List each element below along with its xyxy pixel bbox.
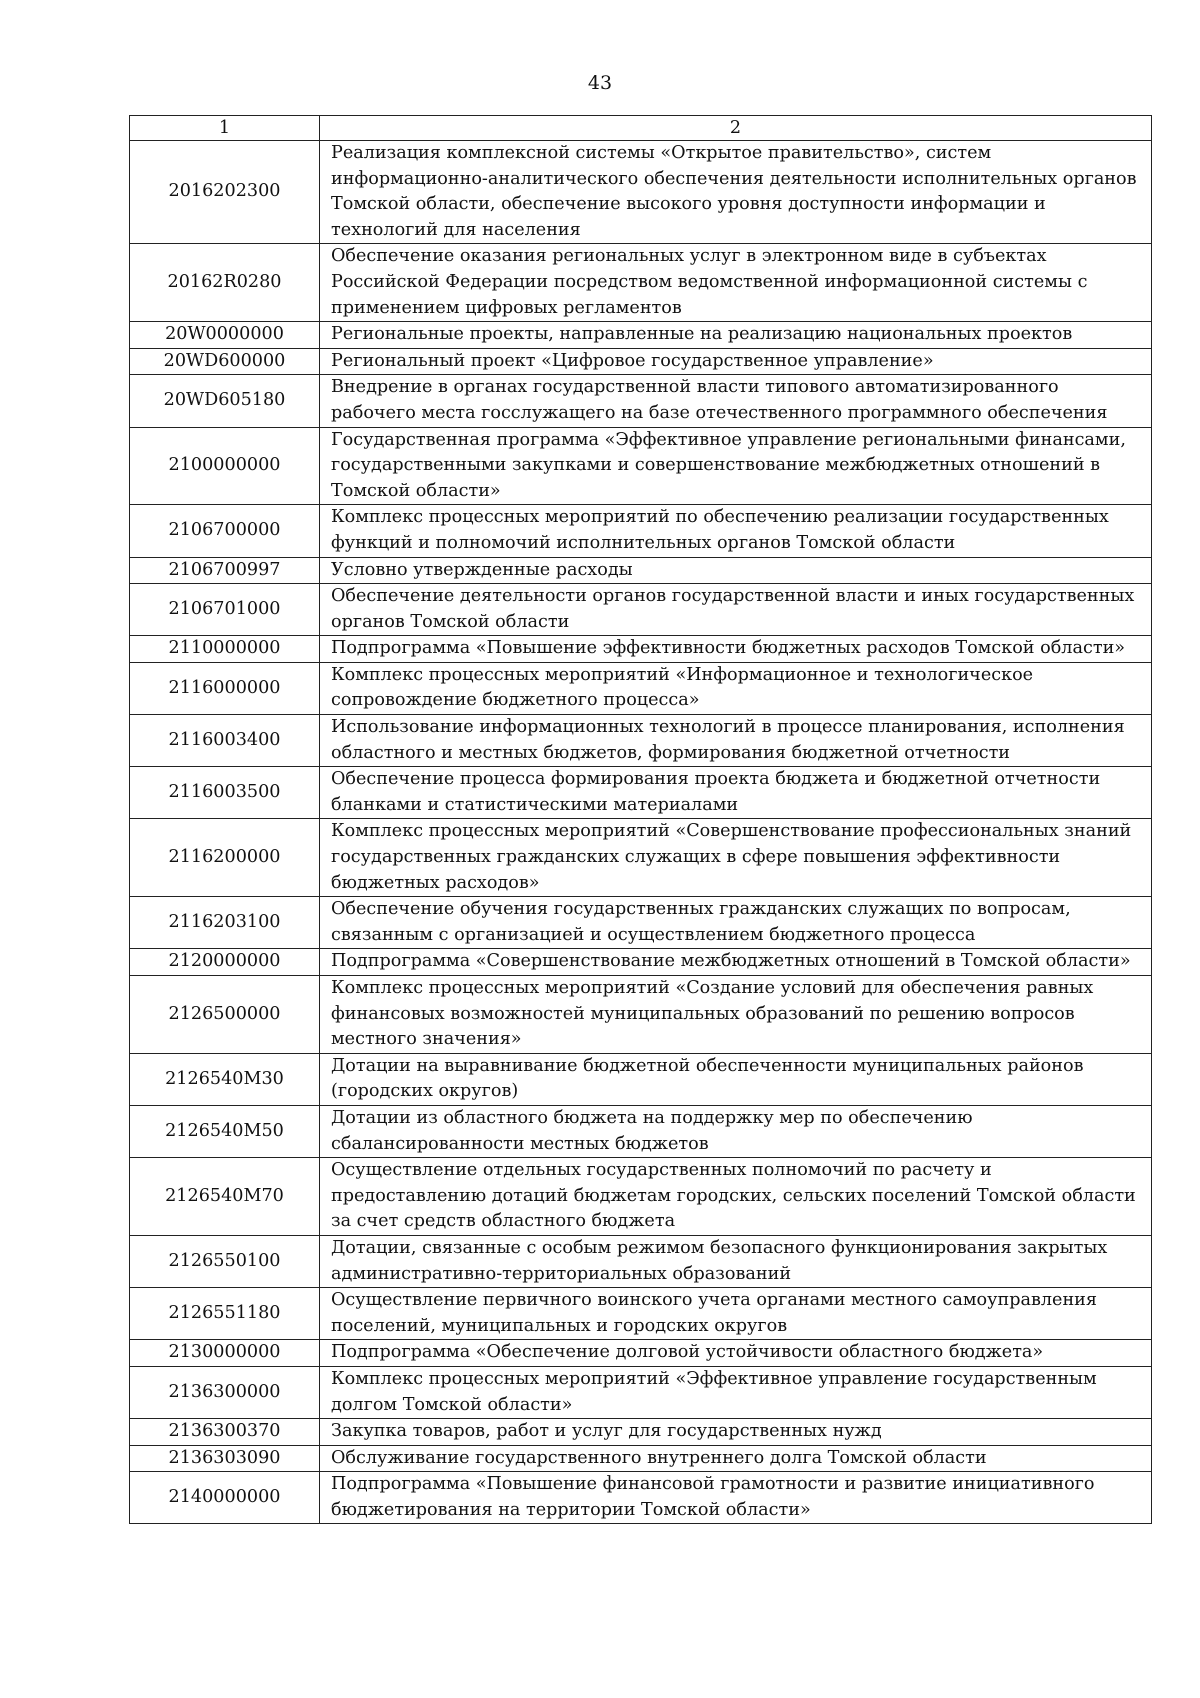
row-description: Комплекс процессных мероприятий «Информационное и технологическое сопровождение бюджетного процесса» xyxy=(320,662,1152,714)
column-header-1: 1 xyxy=(130,116,320,141)
row-description: Государственная программа «Эффективное управление региональными финансами, государственными закупками и совершенствование межбюджетных отношений в Томской области» xyxy=(320,427,1152,505)
row-code: 2116200000 xyxy=(130,819,320,897)
row-code: 2126500000 xyxy=(130,976,320,1054)
row-code: 2136300370 xyxy=(130,1419,320,1446)
row-description: Комплекс процессных мероприятий «Эффективное управление государственным долгом Томской области» xyxy=(320,1366,1152,1418)
table-row xyxy=(130,1340,1152,1367)
row-description: Подпрограмма «Обеспечение долговой устойчивости областного бюджета» xyxy=(320,1340,1152,1367)
row-description: Дотации на выравнивание бюджетной обеспеченности муниципальных районов (городских округов) xyxy=(320,1053,1152,1105)
row-code: 2110000000 xyxy=(130,636,320,663)
table-row xyxy=(130,584,1152,636)
row-description: Обеспечение процесса формирования проекта бюджета и бюджетной отчетности бланками и статистическими материалами xyxy=(320,767,1152,819)
row-code: 2126550100 xyxy=(130,1235,320,1287)
row-code: 20W0000000 xyxy=(130,322,320,349)
row-code: 2130000000 xyxy=(130,1340,320,1367)
row-code: 20WD600000 xyxy=(130,348,320,375)
row-code: 2106700000 xyxy=(130,505,320,557)
column-header-2: 2 xyxy=(320,116,1152,141)
table-row xyxy=(130,505,1152,557)
row-description: Обеспечение деятельности органов государственной власти и иных государственных органов Томской области xyxy=(320,584,1152,636)
row-code: 2116003400 xyxy=(130,715,320,767)
row-code: 2126540M50 xyxy=(130,1105,320,1157)
row-description: Использование информационных технологий в процессе планирования, исполнения областного и местных бюджетов, формирования бюджетной отчетности xyxy=(320,715,1152,767)
row-code: 2126540M70 xyxy=(130,1158,320,1236)
row-description: Подпрограмма «Повышение эффективности бюджетных расходов Томской области» xyxy=(320,636,1152,663)
table-row xyxy=(130,1235,1152,1287)
row-description: Обеспечение оказания региональных услуг в электронном виде в субъектах Российской Федерации посредством ведомственной информационной системы с применением цифровых регламентов xyxy=(320,244,1152,322)
row-code: 2116203100 xyxy=(130,897,320,949)
table-row xyxy=(130,1105,1152,1157)
row-code: 2106700997 xyxy=(130,557,320,584)
row-description: Осуществление первичного воинского учета органами местного самоуправления поселений, муниципальных и городских округов xyxy=(320,1288,1152,1340)
row-code: 2016202300 xyxy=(130,141,320,244)
table-row xyxy=(130,244,1152,322)
row-description: Осуществление отдельных государственных полномочий по расчету и предоставлению дотаций бюджетам городских, сельских поселений Томской области за счет средств областного бюджета xyxy=(320,1158,1152,1236)
table-header-row xyxy=(130,116,1152,141)
row-code: 2136300000 xyxy=(130,1366,320,1418)
table-body xyxy=(130,141,1152,1524)
row-description: Региональный проект «Цифровое государственное управление» xyxy=(320,348,1152,375)
row-description: Условно утвержденные расходы xyxy=(320,557,1152,584)
table-row xyxy=(130,141,1152,244)
budget-classification-table xyxy=(129,115,1152,1524)
row-description: Комплекс процессных мероприятий «Совершенствование профессиональных знаний государственных гражданских служащих в сфере повышения эффективности бюджетных расходов» xyxy=(320,819,1152,897)
row-code: 2136303090 xyxy=(130,1445,320,1472)
row-description: Подпрограмма «Повышение финансовой грамотности и развитие инициативного бюджетирования на территории Томской области» xyxy=(320,1472,1152,1524)
row-code: 20WD605180 xyxy=(130,375,320,427)
row-code: 2120000000 xyxy=(130,949,320,976)
row-code: 2126551180 xyxy=(130,1288,320,1340)
table-row xyxy=(130,1419,1152,1446)
table-row xyxy=(130,557,1152,584)
row-description: Внедрение в органах государственной власти типового автоматизированного рабочего места госслужащего на базе отечественного программного обеспечения xyxy=(320,375,1152,427)
row-code: 2116003500 xyxy=(130,767,320,819)
table-row xyxy=(130,348,1152,375)
row-code: 2106701000 xyxy=(130,584,320,636)
row-description: Комплекс процессных мероприятий «Создание условий для обеспечения равных финансовых возможностей муниципальных образований по решению вопросов местного значения» xyxy=(320,976,1152,1054)
row-description: Дотации из областного бюджета на поддержку мер по обеспечению сбалансированности местных бюджетов xyxy=(320,1105,1152,1157)
table-row xyxy=(130,1445,1152,1472)
table-row xyxy=(130,662,1152,714)
table-row xyxy=(130,715,1152,767)
row-code: 20162R0280 xyxy=(130,244,320,322)
row-description: Подпрограмма «Совершенствование межбюджетных отношений в Томской области» xyxy=(320,949,1152,976)
table-row xyxy=(130,949,1152,976)
table-row xyxy=(130,976,1152,1054)
table-row xyxy=(130,375,1152,427)
row-description: Закупка товаров, работ и услуг для государственных нужд xyxy=(320,1419,1152,1446)
table-row xyxy=(130,1366,1152,1418)
row-description: Обеспечение обучения государственных гражданских служащих по вопросам, связанным с организацией и осуществлением бюджетного процесса xyxy=(320,897,1152,949)
row-description: Реализация комплексной системы «Открытое правительство», систем информационно-аналитического обеспечения деятельности исполнительных органов Томской области, обеспечение высокого уровня доступности информации и технологий для населения xyxy=(320,141,1152,244)
row-code: 2100000000 xyxy=(130,427,320,505)
page-number: 43 xyxy=(587,72,613,94)
table-row xyxy=(130,819,1152,897)
table-row xyxy=(130,1053,1152,1105)
table-row xyxy=(130,1288,1152,1340)
table-row xyxy=(130,322,1152,349)
table-row xyxy=(130,427,1152,505)
row-description: Дотации, связанные с особым режимом безопасного функционирования закрытых административно-территориальных образований xyxy=(320,1235,1152,1287)
table-row xyxy=(130,636,1152,663)
table-row xyxy=(130,1158,1152,1236)
row-code: 2140000000 xyxy=(130,1472,320,1524)
row-description: Региональные проекты, направленные на реализацию национальных проектов xyxy=(320,322,1152,349)
table-row xyxy=(130,1472,1152,1524)
row-description: Обслуживание государственного внутреннего долга Томской области xyxy=(320,1445,1152,1472)
row-code: 2116000000 xyxy=(130,662,320,714)
table-row xyxy=(130,767,1152,819)
row-code: 2126540M30 xyxy=(130,1053,320,1105)
row-description: Комплекс процессных мероприятий по обеспечению реализации государственных функций и полномочий исполнительных органов Томской области xyxy=(320,505,1152,557)
table-row xyxy=(130,897,1152,949)
